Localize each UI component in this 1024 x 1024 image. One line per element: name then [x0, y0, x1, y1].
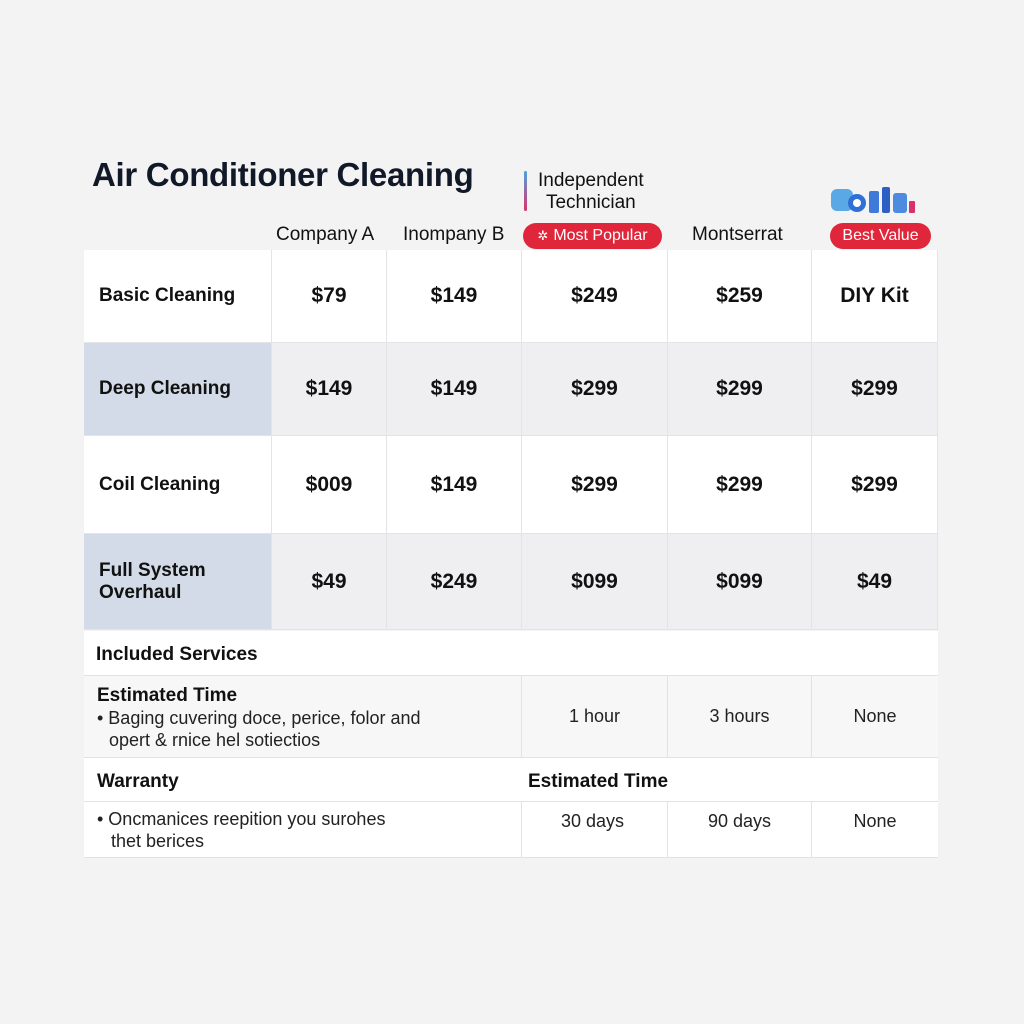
row-label: Basic Cleaning	[84, 250, 271, 342]
sparkle-icon: ✲	[537, 228, 549, 243]
cleaning-kit-icon	[829, 179, 919, 219]
estimated-time-value: 1 hour	[568, 706, 621, 726]
best-value-badge	[830, 223, 931, 249]
accent-bar	[524, 171, 527, 211]
technician-label: Technician	[545, 192, 636, 213]
warranty-heading: Warranty	[97, 771, 179, 792]
table-row	[84, 436, 938, 534]
price-cell: $299	[668, 343, 811, 435]
price-cell: $149	[387, 250, 521, 342]
warranty-estimated-time-heading: Estimated Time	[527, 771, 669, 792]
warranty-header-row	[84, 758, 938, 802]
price-cell: $259	[668, 250, 811, 342]
estimated-time-heading: Estimated Time	[97, 685, 238, 706]
included-bullet-line-2: opert & rnice hel sotiectios	[109, 730, 321, 750]
price-cell: $149	[387, 436, 521, 533]
best-value-label: Best Value	[842, 227, 919, 244]
price-cell: $099	[522, 534, 667, 629]
warranty-bullet-line-2: thet berices	[111, 831, 205, 851]
row-label: Full System Overhaul	[84, 534, 271, 629]
warranty-value: None	[853, 811, 897, 831]
price-cell: DIY Kit	[812, 250, 937, 342]
price-cell: $299	[668, 436, 811, 533]
independent-label: Independent	[538, 170, 644, 191]
most-popular-label: Most Popular	[553, 227, 648, 244]
price-cell: $79	[272, 250, 386, 342]
row-label: Coil Cleaning	[84, 436, 271, 533]
estimated-time-value: 3 hours	[709, 706, 770, 726]
column-header-company-a: Company A	[276, 224, 375, 245]
column-header-company-b: Inompany B	[403, 224, 505, 245]
price-cell: $299	[522, 343, 667, 435]
row-label: Deep Cleaning	[84, 343, 271, 435]
table-row	[84, 343, 938, 436]
price-cell: $299	[812, 343, 937, 435]
included-services-heading: Included Services	[96, 644, 258, 665]
price-cell: $149	[387, 343, 521, 435]
most-popular-badge	[523, 223, 662, 249]
estimated-time-value: None	[853, 706, 897, 726]
price-grid	[84, 250, 938, 630]
table-row	[84, 250, 938, 343]
price-cell: $49	[812, 534, 937, 629]
price-cell: $299	[522, 436, 667, 533]
table-row	[84, 534, 938, 630]
warranty-bullet-line-1: • Oncmanices reepition you surohes	[97, 809, 386, 829]
price-cell: $009	[272, 436, 386, 533]
page-title: Air Conditioner Cleaning	[92, 156, 474, 193]
column-header-montserrat: Montserrat	[692, 224, 783, 245]
price-cell: $249	[522, 250, 667, 342]
price-cell: $149	[272, 343, 386, 435]
warranty-value: 90 days	[707, 811, 772, 831]
price-cell: $249	[387, 534, 521, 629]
price-cell: $099	[668, 534, 811, 629]
independent-technician-label	[538, 170, 644, 214]
warranty-value: 30 days	[560, 811, 625, 831]
included-bullet-line-1: • Baging cuvering doce, perice, folor and	[97, 708, 421, 728]
price-cell: $49	[272, 534, 386, 629]
price-cell: $299	[812, 436, 937, 533]
